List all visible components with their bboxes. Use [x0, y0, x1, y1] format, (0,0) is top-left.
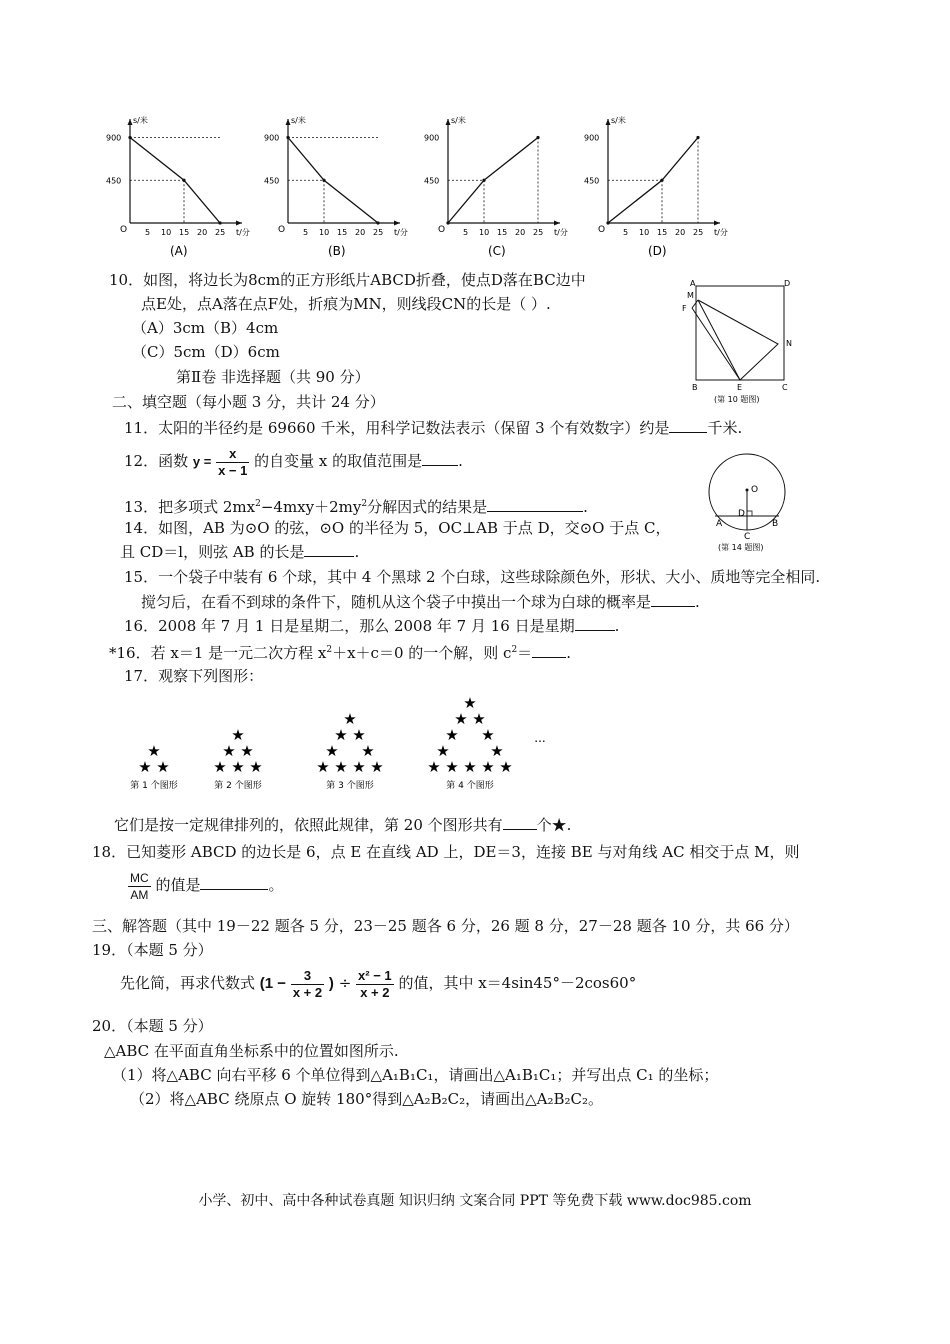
q17-answer-line: 它们是按一定规律排列的，依照此规律，第 20 个图形共有 个★. [114, 816, 572, 834]
y-axis-label: s/米 [133, 116, 148, 125]
star: ★ [499, 758, 513, 776]
q10-options-1: （A）3cm（B）4cm [132, 319, 279, 337]
x-tick-label: 10 [161, 228, 172, 237]
q10-label-f: F [682, 304, 687, 313]
x-arrow [394, 221, 400, 226]
q14-line1: 14．如图，AB 为⊙O 的弦，⊙O 的半径为 5，OC⊥AB 于点 D，交⊙O 于点 C， [124, 519, 671, 537]
x-tick-label: 15 [179, 228, 190, 237]
y-tick-label: 900 [264, 133, 280, 143]
x-tick-label: 25 [533, 228, 544, 237]
q20-line1: △ABC 在平面直角坐标系中的位置如图所示. [104, 1042, 399, 1060]
section3-heading: 三、解答题（其中 19－22 题各 5 分，23－25 题各 6 分，26 题 8 分，27－28 题各 10 分，共 66 分） [92, 917, 799, 935]
q20-line3: （2）将△ABC 绕原点 O 旋转 180°得到△A₂B₂C₂，请画出△A₂B₂C₂。 [130, 1090, 604, 1108]
q20-title: 20．（本题 5 分） [92, 1017, 213, 1035]
star: ★ [370, 758, 384, 776]
x-tick-label: 10 [319, 228, 330, 237]
chart-caption: (D) [648, 244, 667, 258]
data-point [322, 179, 325, 182]
star-figure-caption: 第 2 个图形 [214, 781, 262, 791]
y-arrow [286, 119, 291, 125]
q13: 13．把多项式 $2mx^2-4mxy+2my^2$分解因式的结果是 . [124, 498, 588, 516]
y-axis-label: s/米 [291, 116, 306, 125]
data-point [286, 136, 289, 139]
x-tick-label: 10 [479, 228, 490, 237]
q17-star-figures [120, 686, 560, 792]
data-point [660, 179, 663, 182]
q18-line2: $\frac{MC}{AM}$ 的值是 。 [130, 870, 284, 902]
star-ellipsis: ... [534, 731, 546, 745]
origin-label: O [120, 225, 128, 235]
y-arrow [606, 119, 611, 125]
q14-caption: (第 14 题图) [718, 543, 764, 552]
q10-label-m: M [687, 291, 694, 300]
y-axis-label: s/米 [451, 116, 466, 125]
x-arrow [554, 221, 560, 226]
data-point [606, 221, 609, 224]
q10-label-a: A [690, 279, 696, 288]
page-footer: 小学、初中、高中各种试卷真题 知识归纳 文案合同 PPT 等免费下载 www.doc985.com [198, 1193, 752, 1209]
x-tick-label: 20 [515, 228, 526, 237]
q20-line2: （1）将△ABC 向右平移 6 个单位得到△A₁B₁C₁，请画出△A₁B₁C₁；并写出点 C₁ 的坐标； [112, 1066, 719, 1084]
q12-fraction: $\frac{x}{x - 1}$ [218, 445, 248, 478]
star: ★ [445, 726, 459, 744]
q10-label-b: B [692, 383, 698, 392]
q10-label-d: D [784, 279, 791, 288]
star: ★ [156, 758, 170, 776]
q15-line2: 搅匀后，在看不到球的条件下，随机从这个袋子中摸出一个球为白球的概率是 . [141, 593, 700, 611]
data-point [482, 179, 485, 182]
data-point [128, 136, 131, 139]
q14-label-a: A [716, 519, 723, 529]
q11: 11．太阳的半径约是 69660 千米，用科学记数法表示（保留 3 个有效数字）约是 千米. [124, 419, 743, 437]
star: ★ [352, 726, 366, 744]
section2-heading: 二、填空题（每小题 3 分，共计 24 分） [112, 393, 385, 411]
star: ★ [436, 742, 450, 760]
q17-text: 17．观察下列图形： [124, 667, 264, 685]
y-tick-label: 450 [264, 176, 280, 186]
star: ★ [231, 758, 245, 776]
x-tick-label: 20 [675, 228, 686, 237]
origin-label: O [598, 225, 606, 235]
star-figure-caption: 第 1 个图形 [130, 781, 178, 791]
star: ★ [334, 726, 348, 744]
st-graphs [100, 105, 750, 265]
origin-label: O [278, 225, 286, 235]
chart-caption: (A) [170, 244, 188, 258]
q10-figure [678, 276, 798, 404]
y-tick-label: 900 [424, 133, 440, 143]
q12: 12．函数 y = $\frac{x}{x - 1}$ 的自变量 x 的取值范围是 . [124, 445, 463, 478]
q10-options-2: （C）5cm（D）6cm [132, 343, 280, 361]
x-axis-label: t/分 [714, 228, 728, 237]
q14-label-d: D [738, 509, 745, 519]
x-tick-label: 5 [145, 228, 151, 237]
star: ★ [481, 758, 495, 776]
q10-label-e: E [737, 383, 743, 392]
star: ★ [147, 742, 161, 760]
x-arrow [714, 221, 720, 226]
x-axis-label: t/分 [394, 228, 408, 237]
q19-fraction-2: $\frac{\text{x² − 1}}{x + 2}$ [358, 967, 392, 1000]
star-figure-caption: 第 4 个图形 [446, 781, 494, 791]
q10-caption: (第 10 题图) [714, 395, 760, 404]
part2-title: 第Ⅱ卷 非选择题（共 90 分） [176, 368, 370, 386]
q15-line1: 15．一个袋子中装有 6 个球，其中 4 个黑球 2 个白球，这些球除颜色外，形状、大小、质地等完全相同. [124, 568, 821, 586]
q16b: *16．若 x＝1 是一元二次方程 $x^2+x+c=0$ 的一个解，则 $c^2=$ . [109, 644, 571, 662]
star: ★ [472, 710, 486, 728]
q19-title: 19．（本题 5 分） [92, 941, 213, 959]
chart-caption: (C) [488, 244, 506, 258]
star: ★ [454, 710, 468, 728]
y-tick-label: 900 [584, 133, 600, 143]
star: ★ [334, 758, 348, 776]
x-axis-label: t/分 [236, 228, 250, 237]
x-tick-label: 25 [373, 228, 384, 237]
star: ★ [427, 758, 441, 776]
y-tick-label: 450 [106, 176, 122, 186]
data-point [182, 179, 185, 182]
star: ★ [316, 758, 330, 776]
x-tick-label: 15 [337, 228, 348, 237]
x-tick-label: 15 [497, 228, 508, 237]
q14-label-b: B [772, 519, 779, 529]
q14-figure [700, 450, 796, 554]
star: ★ [481, 726, 495, 744]
data-point [696, 136, 699, 139]
star: ★ [361, 742, 375, 760]
star: ★ [445, 758, 459, 776]
x-tick-label: 5 [303, 228, 309, 237]
star: ★ [249, 758, 263, 776]
x-tick-label: 20 [197, 228, 208, 237]
x-tick-label: 10 [639, 228, 650, 237]
star: ★ [231, 726, 245, 744]
star: ★ [240, 742, 254, 760]
q10-line1: 10．如图，将边长为8cm的正方形纸片ABCD折叠，使点D落在BC边中 [109, 271, 586, 289]
x-tick-label: 15 [657, 228, 668, 237]
x-axis-label: t/分 [554, 228, 568, 237]
star: ★ [463, 694, 477, 712]
q14-label-c: C [744, 532, 751, 542]
q10-line2: 点E处，点A落在点F处，折痕为MN，则线段CN的长是（ ）. [141, 295, 551, 313]
x-tick-label: 5 [623, 228, 629, 237]
y-arrow [128, 119, 133, 125]
q14-label-o: O [751, 485, 759, 495]
x-tick-label: 25 [693, 228, 704, 237]
y-tick-label: 450 [424, 176, 440, 186]
q19-fraction-1: $\frac{3}{x + 2}$ [292, 967, 323, 1000]
q18-line1: 18．已知菱形 ABCD 的边长是 6，点 E 在直线 AD 上，DE＝3，连接 BE 与对角线 AC 相交于点 M，则 [92, 843, 800, 861]
q10-label-n: N [786, 339, 792, 348]
y-tick-label: 900 [106, 133, 122, 143]
origin-label: O [438, 225, 446, 235]
data-point [536, 136, 539, 139]
y-arrow [446, 119, 451, 125]
data-point [376, 221, 379, 224]
star: ★ [213, 758, 227, 776]
chart-caption: (B) [328, 244, 346, 258]
x-tick-label: 5 [463, 228, 469, 237]
star-figure-caption: 第 3 个图形 [326, 781, 374, 791]
x-arrow [236, 221, 242, 226]
star: ★ [352, 758, 366, 776]
y-axis-label: s/米 [611, 116, 626, 125]
q10-label-c: C [782, 383, 788, 392]
data-point [446, 221, 449, 224]
data-point [218, 221, 221, 224]
q19-body: 先化简，再求代数式 (1 − $\frac{3}{x + 2}$ ) ÷ $\frac{\text{x² − 1}}{x + 2}$ 的值，其中 x＝4sin45°－2cos60° [120, 967, 637, 1000]
x-tick-label: 25 [215, 228, 226, 237]
x-tick-label: 20 [355, 228, 366, 237]
star: ★ [138, 758, 152, 776]
star: ★ [343, 710, 357, 728]
y-tick-label: 450 [584, 176, 600, 186]
star: ★ [222, 742, 236, 760]
star: ★ [325, 742, 339, 760]
star: ★ [490, 742, 504, 760]
star: ★ [463, 758, 477, 776]
q18-fraction: $\frac{MC}{AM}$ [130, 870, 149, 902]
q14-line2: 且 CD＝l，则弦 AB 的长是 . [120, 543, 360, 561]
q16: 16．2008 年 7 月 1 日是星期二，那么 2008 年 7 月 16 日是星期 . [124, 617, 620, 635]
